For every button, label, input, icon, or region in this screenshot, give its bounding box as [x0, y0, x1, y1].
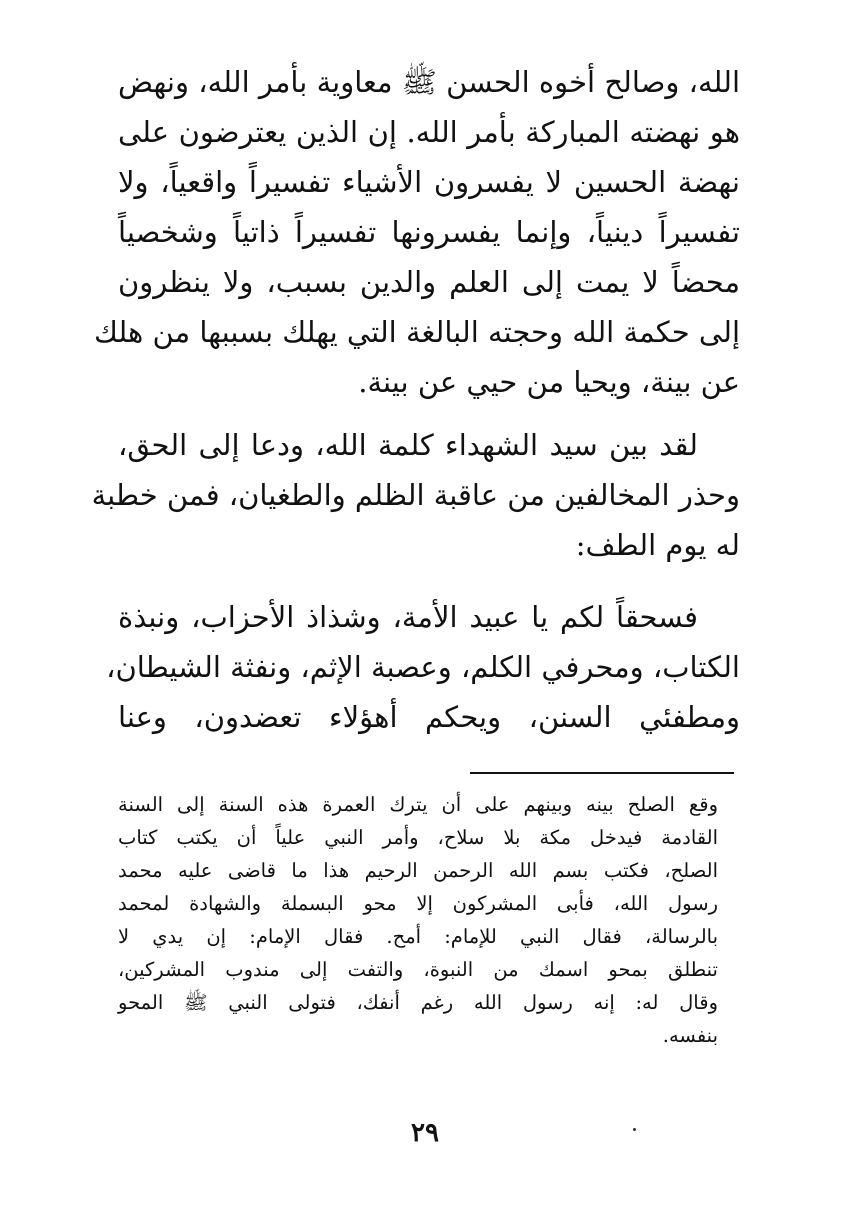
footnote-line: القادمة فيدخل مكة بلا سلاح، وأمر النبي علياً أن يكتب كتاب — [118, 826, 718, 849]
footnote-line: الصلح، فكتب بسم الله الرحمن الرحيم هذا ما قاضى عليه محمد — [118, 859, 718, 882]
text-line: وحذر المخالفين من عاقبة الظلم والطغيان، فمن خطبة — [91, 478, 740, 512]
text-line: محضاً لا يمت إلى العلم والدين بسبب، ولا ينظرون — [118, 265, 740, 299]
print-speck — [633, 1128, 636, 1131]
text-line: ومطفئي السنن، ويحكم أهؤلاء تعضدون، وعنا — [118, 700, 740, 734]
footnote-line: بنفسه. — [662, 1024, 718, 1047]
text-line: عن بينة، ويحيا من حيي عن بينة. — [358, 365, 740, 399]
text-line: لقد بين سيد الشهداء كلمة الله، ودعا إلى الحق، — [118, 428, 698, 462]
footnote-line: وقع الصلح بينه وبينهم على أن يترك العمرة هذه السنة إلى السنة — [118, 793, 718, 816]
text-line: الله، وصالح أخوه الحسن ﷺ معاوية بأمر الله، ونهض — [118, 65, 740, 99]
text-line: فسحقاً لكم يا عبيد الأمة، وشذاذ الأحزاب، ونبذة — [118, 600, 698, 634]
text-line: إلى حكمة الله وحجته البالغة التي يهلك بسببها من هلك — [93, 315, 740, 349]
page-number: ٢٩ — [411, 1118, 439, 1148]
text-line: تفسيراً دينياً، وإنما يفسرونها تفسيراً ذاتياً وشخصياً — [118, 215, 740, 249]
footnote-line: وقال له: إنه رسول الله رغم أنفك، فتولى النبي ﷺ المحو — [118, 991, 718, 1014]
footnote-line: تنطلق بمحو اسمك من النبوة، والتفت إلى مندوب المشركين، — [118, 958, 718, 981]
text-line: هو نهضته المباركة بأمر الله. إن الذين يعترضون على — [118, 115, 740, 149]
text-line: الكتاب، ومحرفي الكلم، وعصبة الإثم، ونفثة الشيطان، — [106, 650, 740, 684]
footnote-line: بالرسالة، فقال النبي للإمام: أمح. فقال الإمام: إن يدي لا — [118, 925, 718, 948]
text-line: له يوم الطف: — [575, 528, 740, 562]
footnote-line: رسول الله، فأبى المشركون إلا محو البسملة والشهادة لمحمد — [118, 892, 718, 915]
footnote-separator — [470, 772, 734, 774]
text-line: نهضة الحسين لا يفسرون الأشياء تفسيراً واقعياً، ولا — [118, 165, 740, 199]
